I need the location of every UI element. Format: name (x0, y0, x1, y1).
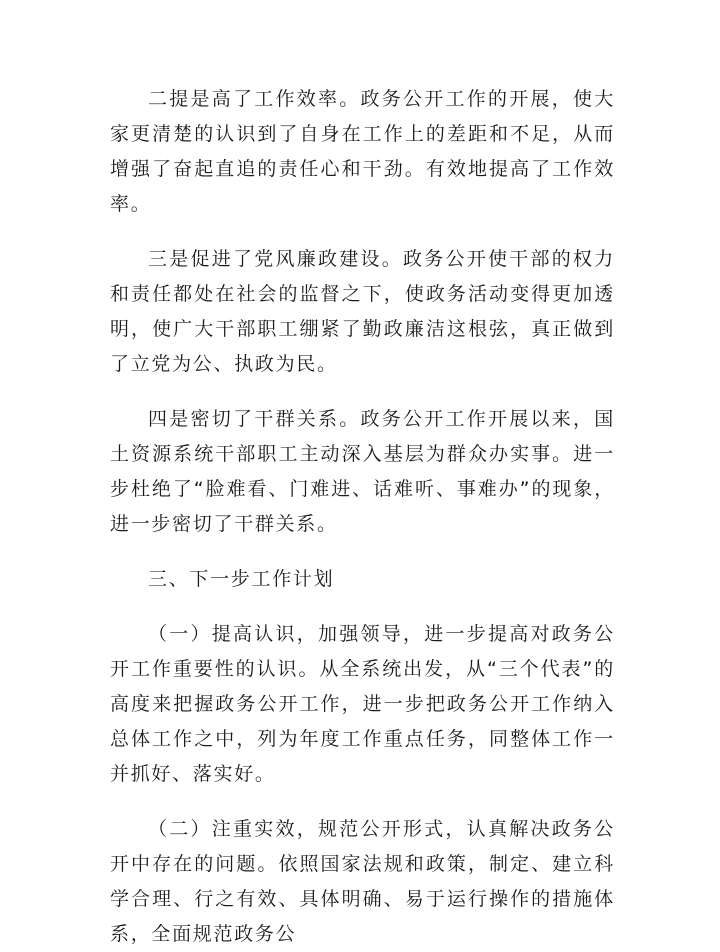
paragraph-efficiency: 二提是高了工作效率。政务公开工作的开展，使大家更清楚的认识到了自身在工作上的差距和不足，从而增强了奋起直追的责任心和干劲。有效地提高了工作效率。 (110, 88, 615, 215)
paragraph-integrity: 三是促进了党风廉政建设。政务公开使干部的权力和责任都处在社会的监督之下，使政务活动变得更加透明，使广大干部职工绷紧了勤政廉洁这根弦，真正做到了立党为公、执政为民。 (110, 248, 615, 375)
section-heading-next-plan: 三、下一步工作计划 (148, 568, 335, 590)
paragraph-plan-two: （二）注重实效，规范公开形式，认真解决政务公开中存在的问题。依照国家法规和政策，制定、建立科学合理、行之有效、具体明确、易于运行操作的措施体系，全面规范政务公 (110, 818, 615, 945)
document-body (110, 82, 615, 952)
paragraph-relations: 四是密切了干群关系。政务公开工作开展以来，国土资源系统干部职工主动深入基层为群众办实事。进一步杜绝了“脸难看、门难进、话难听、事难办”的现象，进一步密切了干群关系。 (110, 408, 615, 535)
paragraph-plan-one: （一）提高认识，加强领导，进一步提高对政务公开工作重要性的认识。从全系统出发，从“三个代表”的高度来把握政务公开工作，进一步把政务公开工作纳入总体工作之中，列为年度工作重点任务，同整体工作一并抓好、落实好。 (110, 623, 615, 785)
